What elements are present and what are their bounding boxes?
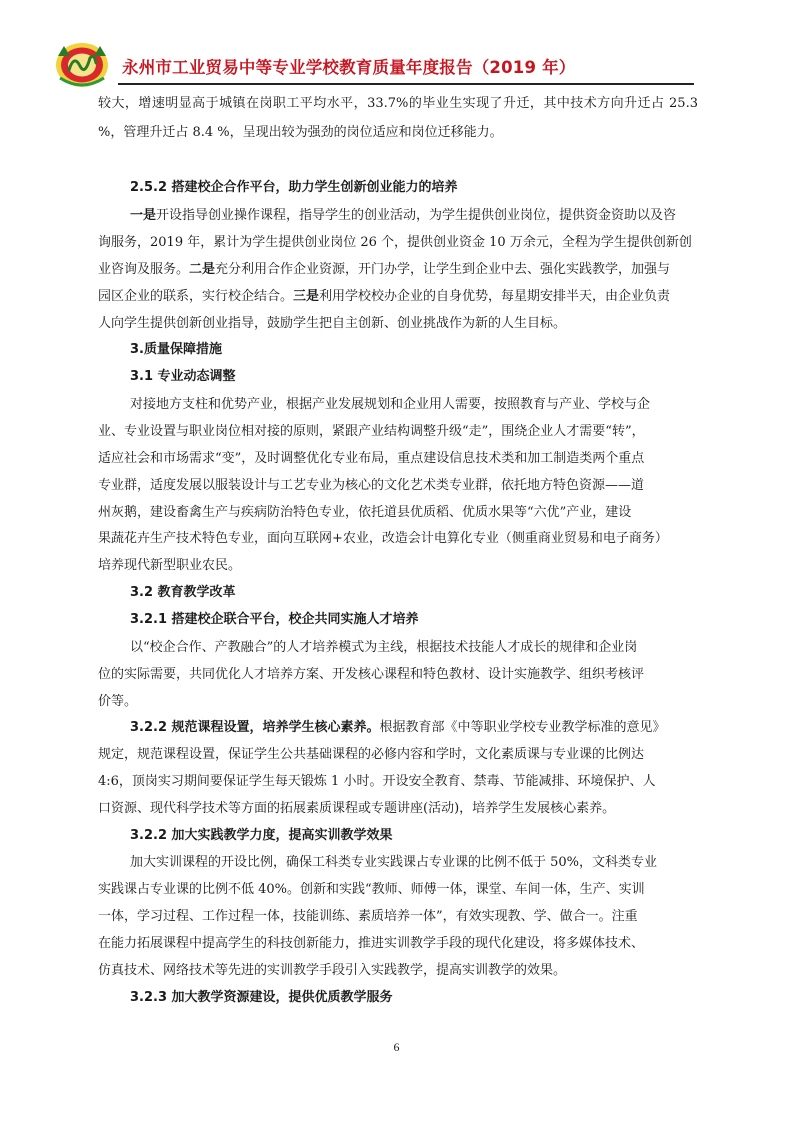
body-line: 专业群，适度发展以服装设计与工艺专业为核心的文化艺术类专业群，依托地方特色资源——道 xyxy=(98,478,645,493)
line-text: 利用学校校办企业的自身优势，每星期安排半天，由企业负责 xyxy=(319,289,671,304)
body-line xyxy=(98,289,698,305)
emphasis-text: 三是 xyxy=(293,289,320,304)
body-line: 适应社会和市场需求“变”，及时调整优化专业布局，重点建设信息技术类和加工制造类两个重点 xyxy=(98,451,645,466)
body-line: 加大实训课程的开设比例，确保工科类专业实践课占专业课的比例不低于 50%，文科类专业 xyxy=(130,855,658,870)
body-line xyxy=(130,720,730,736)
body-line: 一体，学习过程、工作过程一体，技能训练、素质培养一体”，有效实现教、学、做合一。注重 xyxy=(98,909,638,924)
body-line: 以“校企合作、产教融合”的人才培养模式为主线，根据技术技能人才成长的规律和企业岗 xyxy=(130,640,638,655)
body-line: 在能力拓展课程中提高学生的科技创新能力，推进实训教学手段的现代化建设，将多媒体技术、 xyxy=(98,936,645,951)
body-line xyxy=(130,208,730,224)
body-line: 口资源、现代科学技术等方面的拓展素质课程或专题讲座(活动)，培养学生发展核心素养。 xyxy=(98,801,616,816)
body-line: 州灰鹅，建设畜禽生产与疾病防治特色专业，依托道县优质稻、优质水果等“六优”产业，建设 xyxy=(98,505,632,520)
emphasis-text: 一是 xyxy=(130,208,157,223)
section-heading: 3.1 专业动态调整 xyxy=(130,369,236,384)
report-title: 永州市工业贸易中等专业学校教育质量年度报告（2019 年） xyxy=(122,58,576,77)
line-text: 园区企业的联系，实行校企结合。 xyxy=(98,289,294,304)
body-line: 培养现代新型职业农民。 xyxy=(98,558,242,573)
section-heading: 3.2 教育教学改革 xyxy=(130,585,236,600)
body-line: 价等。 xyxy=(98,694,138,709)
body-line: 人向学生提供创新创业指导，鼓励学生把自主创新、创业挑战作为新的人生目标。 xyxy=(98,316,567,331)
line-text: 业咨询及服务。 xyxy=(98,262,190,277)
body-line: 实践课占专业课的比例不低 40%。创新和实践“教师、师傅一体，课堂、车间一体，生产、实训 xyxy=(98,882,645,897)
body-line: 仿真技术、网络技术等先进的实训教学手段引入实践教学，提高实训教学的效果。 xyxy=(98,963,567,978)
body-line: 询服务，2019 年，累计为学生提供创业岗位 26 个，提供创业资金 10 万余元，全程为学生提供创新创 xyxy=(98,235,692,250)
line-text: 根据教育部《中等职业学校专业教学标准的意见》 xyxy=(379,720,666,735)
section-heading: 3.2.3 加大教学资源建设，提供优质教学服务 xyxy=(130,990,393,1005)
line-text: 开设指导创业操作课程，指导学生的创业活动，为学生提供创业岗位，提供资金资助以及咨 xyxy=(156,208,677,223)
body-line: 规定，规范课程设置，保证学生公共基础课程的必修内容和学时，文化素质课与专业课的比例达 xyxy=(98,747,645,762)
body-line: 业、专业设置与职业岗位相对接的原则，紧跟产业结构调整升级“走”，围绕企业人才需要“转”， xyxy=(98,424,645,439)
section-heading: 3.2.2 加大实践教学力度，提高实训教学效果 xyxy=(130,828,393,843)
body-line xyxy=(98,262,698,278)
body-line: 果蔬花卉生产技术特色专业，面向互联网+农业，改造会计电算化专业（侧重商业贸易和电子商务） xyxy=(98,531,668,546)
body-line: 位的实际需要，共同优化人才培养方案、开发核心课程和特色教材、设计实施教学、组织考核评 xyxy=(98,667,645,682)
section-heading: 3.2.1 搭建校企联合平台，校企共同实施人才培养 xyxy=(130,612,419,627)
page-number: 6 xyxy=(393,1040,400,1054)
section-heading: 2.5.2 搭建校企合作平台，助力学生创新创业能力的培养 xyxy=(130,180,458,195)
body-line: 对接地方支柱和优势产业，根据产业发展规划和企业用人需要，按照教育与产业、学校与企 xyxy=(130,397,651,412)
emphasis-text: 3.2.2 规范课程设置，培养学生核心素养。 xyxy=(130,720,380,735)
line-text: 充分利用合作企业资源，开门办学，让学生到企业中去、强化实践教学，加强与 xyxy=(215,262,671,277)
emphasis-text: 二是 xyxy=(189,262,216,277)
body-line: %，管理升迁占 8.4 %，呈现出较为强劲的岗位适应和岗位迁移能力。 xyxy=(98,125,503,140)
body-line: 4:6，顶岗实习期间要保证学生每天锻炼 1 小时。开设安全教育、禁毒、节能减排、环境保护、人 xyxy=(98,774,656,789)
body-line: 较大，增速明显高于城镇在岗职工平均水平，33.7%的毕业生实现了升迁，其中技术方向升迁占 25.3 xyxy=(98,96,698,111)
section-heading: 3.质量保障措施 xyxy=(130,342,222,357)
